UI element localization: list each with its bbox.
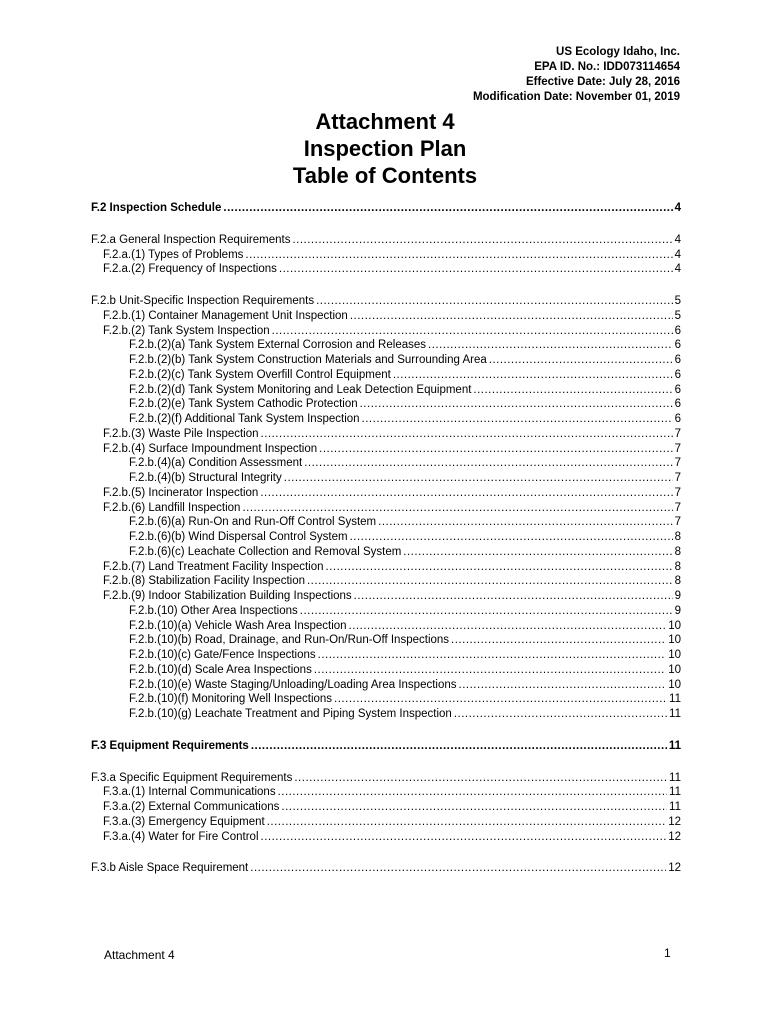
toc-entry[interactable] (91, 739, 681, 754)
toc-entry-label: F.2.b.(6)(a) Run-On and Run-Off Control System (129, 516, 377, 529)
toc-entry[interactable] (91, 800, 681, 815)
toc-entry-label: F.2.b.(9) Indoor Stabilization Building Inspections (103, 590, 352, 602)
toc-dot-leader (350, 309, 673, 324)
toc-entry[interactable] (91, 427, 681, 442)
toc-entry-page: 7 (674, 472, 681, 484)
toc-entry-page: 6 (674, 398, 681, 411)
toc-entry[interactable] (91, 471, 681, 486)
toc-entry-page: 6 (674, 383, 681, 396)
modification-date: Modification Date: November 01, 2019 (472, 91, 680, 103)
toc-entry[interactable] (91, 604, 681, 619)
toc-entry[interactable] (91, 397, 681, 412)
toc-group-spacer (91, 216, 681, 233)
toc-group-spacer (91, 844, 681, 861)
toc-entry[interactable] (91, 309, 681, 324)
toc-entry[interactable] (91, 412, 681, 427)
toc-entry-label: F.3.a.(2) External Communications (103, 801, 280, 813)
toc-entry-page: 4 (674, 248, 681, 261)
toc-entry-label: F.2.b.(10) Other Area Inspections (129, 604, 298, 617)
toc-dot-leader (451, 633, 666, 648)
toc-entry-page: 11 (669, 801, 681, 813)
toc-entry-label: F.3.a.(4) Water for Fire Control (103, 830, 259, 843)
toc-entry-label: F.3.a.(1) Internal Communications (103, 786, 276, 799)
toc-entry-label: F.2.b.(7) Land Treatment Facility Inspection (103, 560, 324, 573)
title-line-2: Inspection Plan (303, 136, 467, 161)
toc-entry[interactable] (91, 619, 681, 634)
toc-entry-label: F.2.b.(2)(e) Tank System Cathodic Protection (129, 398, 358, 411)
toc-dot-leader (319, 442, 672, 457)
toc-entry[interactable] (91, 501, 681, 516)
toc-entry-label: F.2.b.(4) Surface Impoundment Inspection (103, 442, 318, 455)
toc-dot-leader (354, 589, 673, 604)
toc-dot-leader (316, 294, 673, 309)
toc-dot-leader (250, 861, 666, 876)
toc-entry-page: 7 (674, 501, 681, 514)
toc-dot-leader (349, 619, 667, 634)
toc-dot-leader (403, 545, 672, 560)
toc-entry-label: F.2.b.(10)(g) Leachate Treatment and Piping System Inspection (129, 708, 452, 720)
toc-entry[interactable] (91, 294, 681, 309)
toc-group-spacer (91, 722, 681, 739)
toc-entry-page: 8 (674, 560, 681, 573)
toc-entry-label: F.2.b.(2)(c) Tank System Overfill Control Equipment (129, 368, 391, 381)
toc-entry-page: 10 (668, 649, 681, 661)
footer-label: Attachment 4 (104, 948, 175, 962)
toc-entry-label: F.2.b.(3) Waste Pile Inspection (103, 427, 259, 440)
toc-dot-leader (284, 471, 673, 486)
toc-dot-leader (260, 486, 672, 501)
toc-entry[interactable] (91, 324, 681, 339)
toc-dot-leader (304, 456, 672, 471)
toc-entry-label: F.2.b.(1) Container Management Unit Inspection (103, 309, 348, 322)
toc-entry[interactable] (91, 663, 681, 678)
toc-entry-label: F.2.b.(10)(d) Scale Area Inspections (129, 663, 312, 676)
toc-entry-page: 5 (674, 309, 681, 322)
toc-entry[interactable] (91, 560, 681, 575)
toc-entry-label: F.2.b Unit-Specific Inspection Requirements (91, 295, 315, 307)
table-of-contents (91, 201, 681, 876)
toc-dot-leader (272, 324, 673, 339)
toc-dot-leader (360, 397, 673, 412)
toc-entry-page: 7 (674, 457, 681, 470)
toc-entry[interactable] (91, 201, 681, 216)
toc-entry-label: F.2.b.(2)(d) Tank System Monitoring and Leak Detection Equipment (129, 383, 472, 396)
toc-entry-page: 6 (674, 339, 681, 352)
toc-dot-leader (350, 530, 673, 545)
toc-entry[interactable] (91, 442, 681, 457)
toc-entry[interactable] (91, 815, 681, 830)
toc-entry-label: F.2.b.(8) Stabilization Facility Inspection (103, 575, 305, 588)
toc-entry[interactable] (91, 233, 681, 248)
toc-entry[interactable] (91, 368, 681, 383)
toc-dot-leader (242, 501, 672, 516)
toc-entry-label: F.2.b.(4)(b) Structural Integrity (129, 472, 282, 484)
company-name: US Ecology Idaho, Inc. (556, 46, 680, 58)
toc-entry-label: F.2.b.(10)(c) Gate/Fence Inspections (129, 649, 316, 661)
toc-entry-label: F.3.b Aisle Space Requirement (91, 862, 249, 875)
toc-entry[interactable] (91, 707, 681, 722)
toc-dot-leader (489, 353, 673, 368)
toc-dot-leader (459, 678, 667, 693)
toc-entry-page: 6 (674, 354, 681, 366)
toc-entry-page: 4 (674, 233, 681, 246)
toc-entry[interactable] (91, 589, 681, 604)
toc-dot-leader (300, 604, 673, 619)
page-number: 1 (664, 946, 671, 960)
toc-dot-leader (223, 201, 672, 216)
toc-entry-label: F.2.b.(4)(a) Condition Assessment (129, 457, 303, 470)
toc-entry[interactable] (91, 785, 681, 800)
toc-dot-leader (261, 830, 667, 845)
toc-entry-label: F.2.a General Inspection Requirements (91, 233, 291, 246)
document-title (0, 108, 770, 189)
toc-entry[interactable] (91, 486, 681, 501)
toc-dot-leader (267, 815, 666, 830)
effective-date: Effective Date: July 28, 2016 (525, 76, 680, 88)
toc-entry-page: 4 (674, 202, 681, 214)
toc-dot-leader (326, 560, 673, 575)
toc-dot-leader (473, 383, 672, 398)
toc-entry-label: F.2.b.(10)(f) Monitoring Well Inspections (129, 693, 333, 706)
toc-dot-leader (278, 785, 667, 800)
toc-entry[interactable] (91, 248, 681, 263)
toc-entry-label: F.2.b.(6)(c) Leachate Collection and Removal System (129, 545, 402, 558)
toc-entry-label: F.2.b.(2)(f) Additional Tank System Inspection (129, 413, 360, 425)
toc-entry-page: 10 (668, 663, 681, 676)
toc-entry-page: 6 (674, 368, 681, 381)
toc-entry-label: F.2.b.(10)(b) Road, Drainage, and Run-On/Run-Off Inspections (129, 634, 450, 647)
toc-entry-label: F.2.b.(10)(a) Vehicle Wash Area Inspection (129, 619, 347, 632)
toc-entry-page: 4 (674, 263, 681, 276)
toc-entry[interactable] (91, 456, 681, 471)
toc-dot-leader (334, 692, 667, 707)
toc-entry-page: 12 (668, 862, 681, 875)
toc-entry-page: 11 (668, 739, 681, 752)
toc-entry-page: 8 (674, 531, 681, 543)
toc-dot-leader (307, 574, 673, 589)
toc-entry[interactable] (91, 692, 681, 707)
toc-entry-label: F.2.a.(2) Frequency of Inspections (103, 263, 277, 276)
toc-entry-label: F.3.a Specific Equipment Requirements (91, 771, 293, 784)
toc-entry-page: 6 (674, 324, 681, 337)
toc-dot-leader (314, 663, 666, 678)
toc-entry-label: F.2.b.(5) Incinerator Inspection (103, 486, 259, 499)
toc-dot-leader (281, 800, 667, 815)
toc-entry-label: F.2.a.(1) Types of Problems (103, 248, 244, 261)
toc-group-spacer (91, 277, 681, 294)
toc-dot-leader (292, 233, 672, 248)
toc-entry-label: F.2.b.(6)(b) Wind Dispersal Control System (129, 531, 348, 543)
toc-entry-page: 11 (669, 708, 681, 720)
toc-entry[interactable] (91, 262, 681, 277)
toc-dot-leader (454, 707, 667, 722)
toc-entry-label: F.2.b.(6) Landfill Inspection (103, 501, 241, 514)
toc-entry-page: 10 (668, 619, 681, 632)
toc-entry[interactable] (91, 830, 681, 845)
toc-entry-page: 12 (668, 830, 681, 843)
toc-dot-leader (318, 648, 667, 663)
toc-dot-leader (393, 368, 673, 383)
toc-entry-page: 5 (674, 295, 681, 307)
toc-entry-label: F.2.b.(2)(a) Tank System External Corrosion and Releases (129, 339, 427, 352)
toc-entry-page: 7 (674, 427, 681, 440)
toc-dot-leader (378, 515, 672, 530)
toc-entry[interactable] (91, 515, 681, 530)
title-line-1: Attachment 4 (315, 109, 455, 134)
toc-entry-page: 10 (668, 678, 681, 691)
toc-entry[interactable] (91, 771, 681, 786)
toc-entry-label: F.3.a.(3) Emergency Equipment (103, 815, 265, 828)
toc-entry-page: 7 (674, 516, 681, 529)
toc-dot-leader (294, 771, 667, 786)
toc-entry[interactable] (91, 633, 681, 648)
document-header (473, 45, 680, 105)
toc-entry-label: F.2 Inspection Schedule (91, 202, 222, 214)
toc-dot-leader (362, 412, 673, 427)
toc-dot-leader (245, 248, 672, 263)
toc-entry[interactable] (91, 648, 681, 663)
toc-dot-leader (251, 739, 667, 754)
toc-entry-label: F.2.b.(2) Tank System Inspection (103, 324, 270, 337)
toc-entry-page: 11 (669, 693, 681, 706)
toc-entry-page: 11 (669, 786, 681, 799)
toc-entry-page: 12 (668, 815, 681, 828)
toc-entry-page: 7 (674, 442, 681, 455)
toc-entry-page: 9 (674, 604, 681, 617)
toc-entry-page: 8 (674, 575, 681, 588)
toc-entry[interactable] (91, 338, 681, 353)
toc-entry-page: 7 (674, 486, 681, 499)
toc-dot-leader (279, 262, 673, 277)
toc-entry[interactable] (91, 353, 681, 368)
toc-entry[interactable] (91, 383, 681, 398)
toc-entry-page: 6 (674, 413, 681, 425)
title-line-3: Table of Contents (292, 163, 478, 188)
toc-group-spacer (91, 754, 681, 771)
toc-dot-leader (261, 427, 673, 442)
toc-entry-page: 11 (669, 771, 681, 784)
toc-entry-page: 9 (674, 590, 681, 602)
toc-entry-label: F.2.b.(10)(e) Waste Staging/Unloading/Loading Area Inspections (129, 678, 457, 691)
toc-entry[interactable] (91, 861, 681, 876)
toc-entry[interactable] (91, 574, 681, 589)
toc-dot-leader (428, 338, 673, 353)
toc-entry-page: 10 (668, 634, 681, 647)
toc-entry[interactable] (91, 678, 681, 693)
epa-id: EPA ID. No.: IDD073114654 (534, 61, 680, 73)
toc-entry-page: 8 (674, 545, 681, 558)
toc-entry-label: F.3 Equipment Requirements (91, 739, 249, 752)
toc-entry[interactable] (91, 530, 681, 545)
toc-entry[interactable] (91, 545, 681, 560)
toc-entry-label: F.2.b.(2)(b) Tank System Construction Materials and Surrounding Area (129, 354, 487, 366)
